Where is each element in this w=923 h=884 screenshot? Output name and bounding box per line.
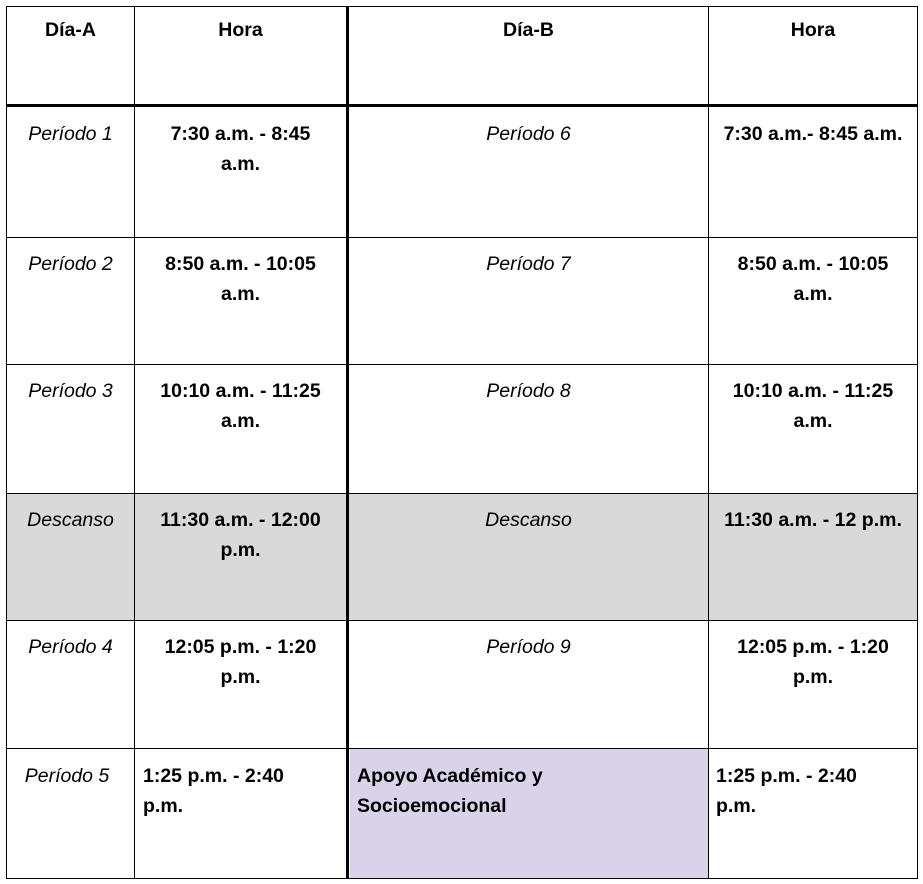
row-divider [7,620,917,621]
header-dia-a: Día-A [45,19,96,41]
time-cell-a: 1:25 p.m. - 2:40 p.m. [143,765,284,817]
support-cell: Apoyo Académico y Socioemocional [357,765,543,817]
period-label-a: Período 4 [28,636,113,658]
header-dia-b: Día-B [503,19,554,41]
time-cell-b: 1:25 p.m. - 2:40 p.m. [716,765,857,817]
schedule-table [6,6,918,879]
time-cell-b: 12:05 p.m. - 1:20 p.m. [737,636,889,688]
row-divider [7,748,917,749]
column-divider [134,7,135,878]
break-label-a: Descanso [27,509,114,531]
period-label-a: Período 5 [24,765,110,787]
header-hora-a: Hora [218,19,263,41]
time-cell-a: 12:05 p.m. - 1:20 p.m. [164,636,317,688]
period-label-a: Período 3 [28,380,113,402]
time-cell-b: 7:30 a.m.- 8:45 a.m. [723,123,903,145]
period-label-b: Período 8 [486,380,571,402]
period-label-b: Período 9 [486,636,571,658]
row-divider [7,237,917,238]
break-time-b: 11:30 a.m. - 12 p.m. [724,509,902,531]
period-label-b: Período 7 [486,253,571,275]
time-cell-a: 8:50 a.m. - 10:05 a.m. [165,253,316,305]
break-time-a: 11:30 a.m. - 12:00 p.m. [160,509,321,561]
period-label-b: Período 6 [486,123,571,145]
row-divider [7,364,917,365]
header-hora-b: Hora [790,19,836,41]
row-divider [7,493,917,494]
time-cell-b: 8:50 a.m. - 10:05 a.m. [737,253,889,305]
time-cell-a: 10:10 a.m. - 11:25 a.m. [160,380,321,432]
break-label-b: Descanso [485,509,572,531]
period-label-a: Período 2 [28,253,113,275]
header-divider [7,104,917,107]
column-divider [708,7,709,878]
time-cell-b: 10:10 a.m. - 11:25 a.m. [732,380,894,432]
time-cell-a: 7:30 a.m. - 8:45 a.m. [170,123,311,175]
period-label-a: Período 1 [28,123,113,145]
